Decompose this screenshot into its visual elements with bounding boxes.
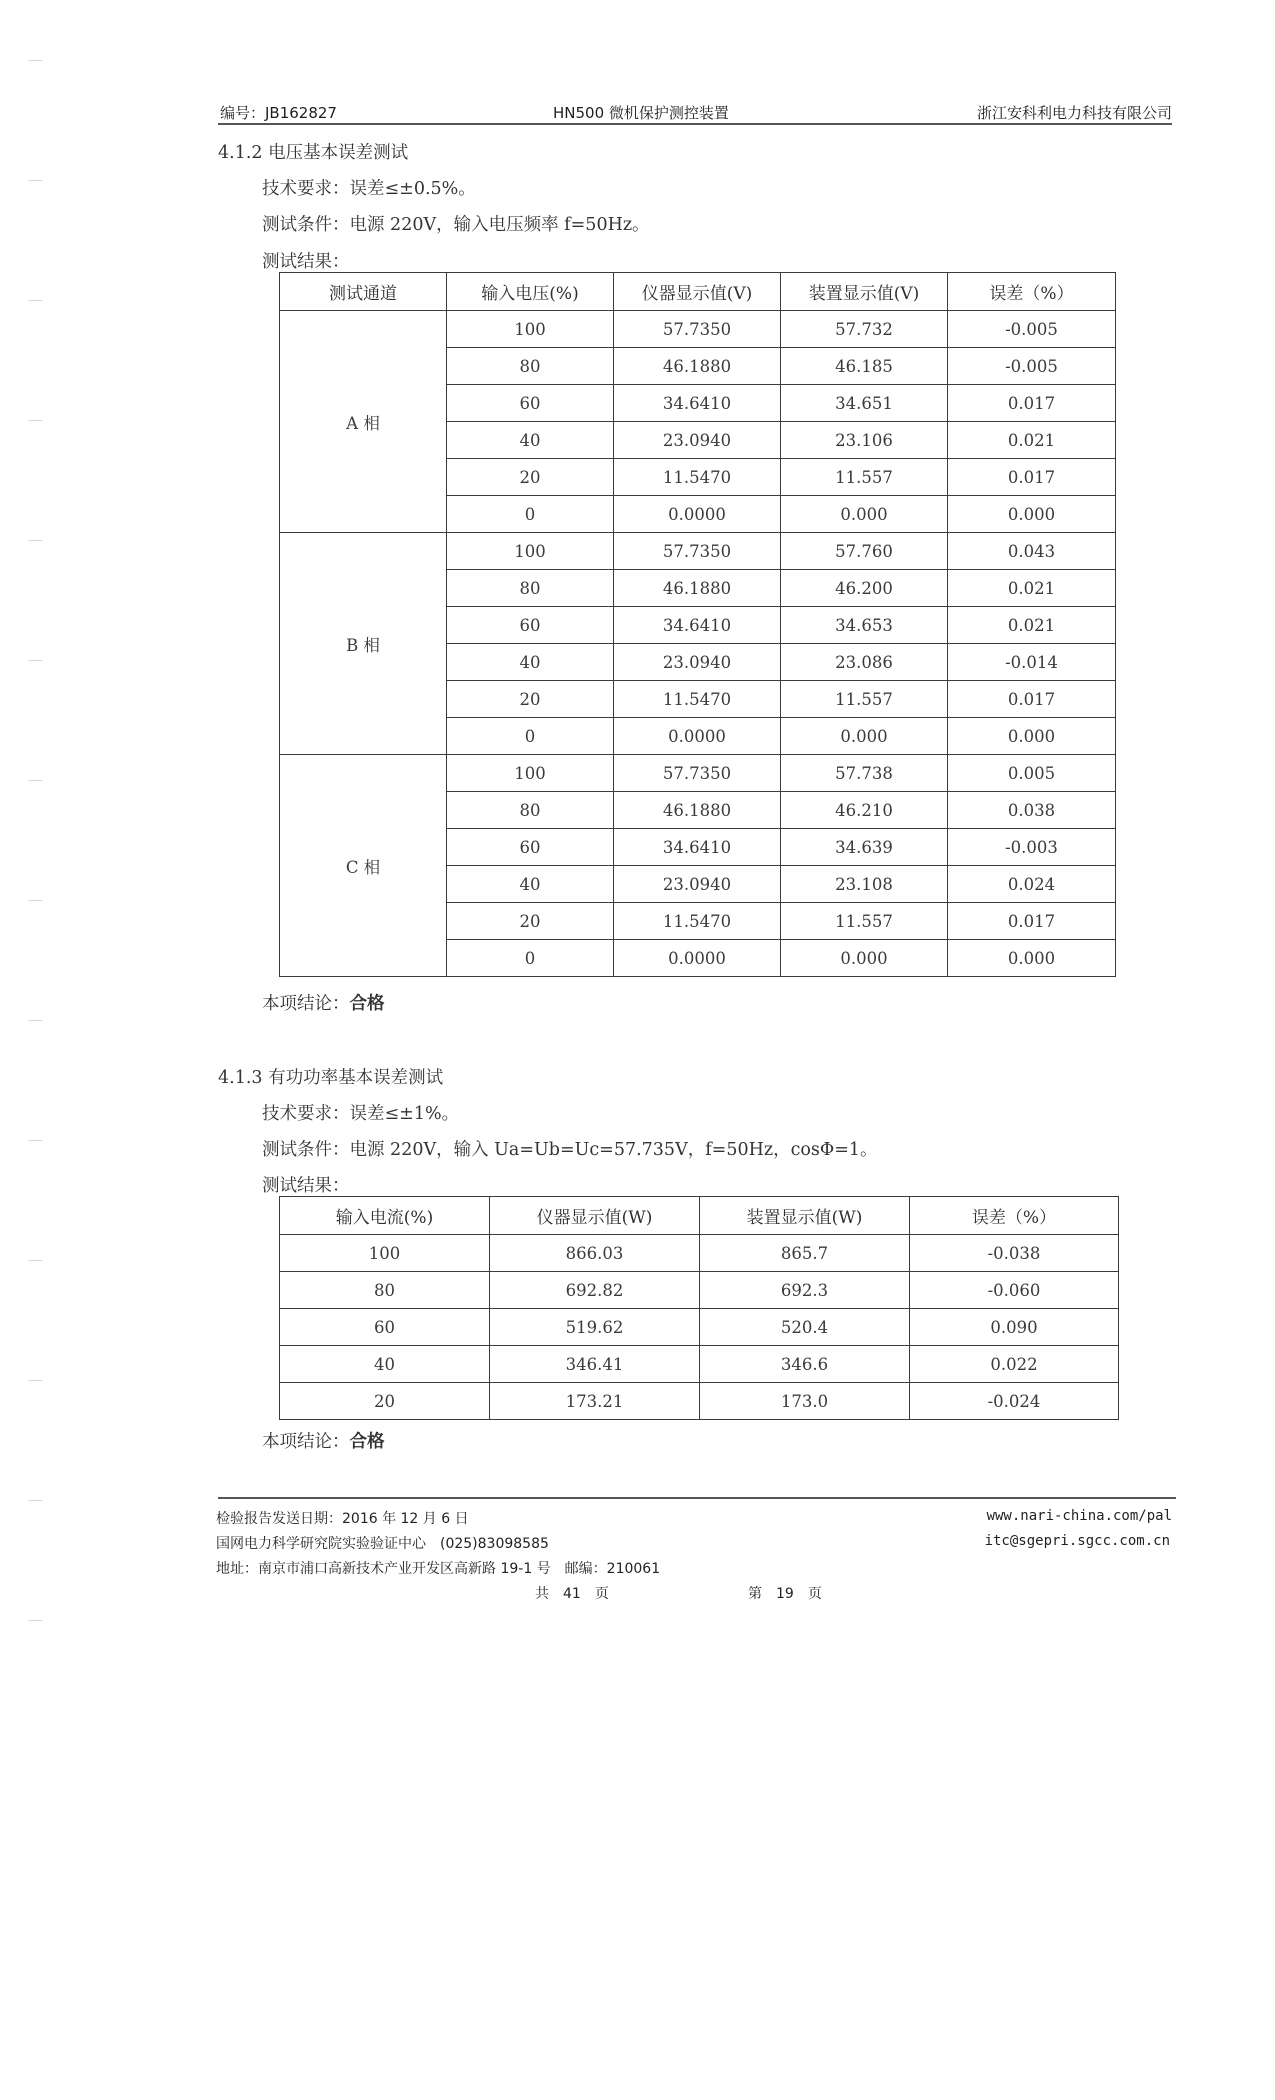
table-cell: 0.017: [948, 459, 1116, 496]
table-cell: 0.021: [948, 607, 1116, 644]
table-cell: 46.185: [781, 348, 948, 385]
channel-cell: C 相: [280, 755, 447, 977]
table-cell: 346.6: [700, 1346, 910, 1383]
table-cell: 100: [447, 533, 614, 570]
column-header: 仪器显示值(W): [490, 1197, 700, 1235]
table-cell: 34.6410: [614, 385, 781, 422]
table-cell: 60: [447, 385, 614, 422]
website-link[interactable]: www.nari-china.com/pal: [986, 1508, 1172, 1524]
conclusion-label: 本项结论：: [262, 1432, 350, 1452]
test-result-label: 测试结果：: [262, 1176, 350, 1196]
table-row: [280, 1309, 1119, 1346]
table-cell: -0.014: [948, 644, 1116, 681]
section-title: 4.1.2 电压基本误差测试: [218, 143, 409, 163]
table-cell: 692.3: [700, 1272, 910, 1309]
table-cell: 80: [447, 348, 614, 385]
column-header: 误差（%）: [948, 273, 1116, 311]
test-condition: 测试条件：电源 220V，输入电压频率 f=50Hz。: [262, 215, 650, 235]
table-cell: 60: [280, 1309, 490, 1346]
table-cell: 0.005: [948, 755, 1116, 792]
table-cell: 23.0940: [614, 644, 781, 681]
table-cell: 20: [280, 1383, 490, 1420]
table-cell: 0.0000: [614, 496, 781, 533]
table-cell: 46.1880: [614, 348, 781, 385]
table-cell: 57.7350: [614, 533, 781, 570]
column-header: 装置显示值(W): [700, 1197, 910, 1235]
table-cell: 692.82: [490, 1272, 700, 1309]
table-cell: 0: [447, 940, 614, 977]
table-cell: 0.017: [948, 385, 1116, 422]
section-title: 4.1.3 有功功率基本误差测试: [218, 1068, 444, 1088]
table-cell: 11.5470: [614, 681, 781, 718]
table-cell: 0.090: [910, 1309, 1119, 1346]
footer-rule: [218, 1497, 1176, 1499]
table-cell: -0.038: [910, 1235, 1119, 1272]
table-cell: 520.4: [700, 1309, 910, 1346]
test-result-label: 测试结果：: [262, 252, 350, 272]
table-cell: 80: [447, 570, 614, 607]
table-row: [280, 1346, 1119, 1383]
table-cell: 0.000: [781, 940, 948, 977]
table-cell: 34.653: [781, 607, 948, 644]
company-name: 浙江安科利电力科技有限公司: [976, 104, 1172, 122]
tech-requirement: 技术要求：误差≤±0.5%。: [262, 179, 476, 199]
report-send-date: 检验报告发送日期：2016 年 12 月 6 日: [216, 1511, 469, 1527]
column-header: 误差（%）: [910, 1197, 1119, 1235]
table-cell: 100: [447, 311, 614, 348]
table-cell: 0.017: [948, 681, 1116, 718]
table-cell: 0.000: [781, 718, 948, 755]
table-cell: 40: [447, 644, 614, 681]
table-cell: 0.021: [948, 422, 1116, 459]
column-header: 输入电压(%): [447, 273, 614, 311]
table-cell: -0.060: [910, 1272, 1119, 1309]
conclusion-label: 本项结论：: [262, 994, 350, 1014]
institute-phone: 国网电力科学研究院实验验证中心 (025)83098585: [216, 1536, 549, 1552]
device-name: HN500 微机保护测控装置: [553, 104, 729, 122]
table-cell: 0.0000: [614, 940, 781, 977]
table-cell: 346.41: [490, 1346, 700, 1383]
table-cell: 0.022: [910, 1346, 1119, 1383]
table-cell: 11.5470: [614, 903, 781, 940]
table-cell: 173.21: [490, 1383, 700, 1420]
table-cell: 11.557: [781, 903, 948, 940]
table-cell: 40: [280, 1346, 490, 1383]
table-header-row: [280, 273, 1116, 311]
column-header: 装置显示值(V): [781, 273, 948, 311]
table-cell: 0.017: [948, 903, 1116, 940]
table-row: [280, 1235, 1119, 1272]
table-cell: 0.043: [948, 533, 1116, 570]
table-cell: 519.62: [490, 1309, 700, 1346]
table-cell: 60: [447, 829, 614, 866]
conclusion-value: 合格: [349, 1432, 385, 1452]
table-cell: 23.0940: [614, 866, 781, 903]
column-header: 仪器显示值(V): [614, 273, 781, 311]
table-cell: 46.210: [781, 792, 948, 829]
table-cell: 0: [447, 718, 614, 755]
table-cell: 46.1880: [614, 570, 781, 607]
email-link[interactable]: itc@sgepri.sgcc.com.cn: [984, 1533, 1170, 1549]
table-cell: 57.7350: [614, 755, 781, 792]
table-cell: 0.024: [948, 866, 1116, 903]
table-cell: 34.639: [781, 829, 948, 866]
conclusion-value: 合格: [349, 994, 385, 1014]
test-condition: 测试条件：电源 220V，输入 Ua=Ub=Uc=57.735V，f=50Hz，cosΦ=1。: [262, 1140, 878, 1160]
column-header: 测试通道: [280, 273, 447, 311]
table-cell: 80: [280, 1272, 490, 1309]
table-cell: -0.005: [948, 311, 1116, 348]
table-cell: 23.108: [781, 866, 948, 903]
table-cell: 100: [447, 755, 614, 792]
column-header: 输入电流(%): [280, 1197, 490, 1235]
table-cell: 23.086: [781, 644, 948, 681]
table-cell: 0.000: [948, 496, 1116, 533]
table-cell: 57.7350: [614, 311, 781, 348]
table-cell: 57.760: [781, 533, 948, 570]
table-cell: 40: [447, 422, 614, 459]
table-row: [280, 1383, 1119, 1420]
table-cell: -0.003: [948, 829, 1116, 866]
table-cell: 57.732: [781, 311, 948, 348]
address: 地址：南京市浦口高新技术产业开发区高新路 19-1 号 邮编：210061: [216, 1561, 661, 1577]
conclusion: [262, 1428, 385, 1453]
table-cell: -0.024: [910, 1383, 1119, 1420]
table-cell: 23.106: [781, 422, 948, 459]
voltage-error-table: [279, 272, 1116, 977]
report-number: 编号：JB162827: [220, 104, 337, 122]
table-cell: 11.557: [781, 681, 948, 718]
channel-cell: B 相: [280, 533, 447, 755]
table-cell: 0.021: [948, 570, 1116, 607]
table-cell: 0.000: [948, 940, 1116, 977]
table-cell: 11.5470: [614, 459, 781, 496]
page-total: 共 41 页: [535, 1586, 609, 1602]
table-cell: 865.7: [700, 1235, 910, 1272]
table-cell: 20: [447, 903, 614, 940]
table-cell: 34.651: [781, 385, 948, 422]
table-cell: 0: [447, 496, 614, 533]
table-cell: 866.03: [490, 1235, 700, 1272]
table-cell: 34.6410: [614, 607, 781, 644]
table-cell: 23.0940: [614, 422, 781, 459]
header-rule: [218, 123, 1172, 125]
table-cell: 60: [447, 607, 614, 644]
table-cell: 20: [447, 681, 614, 718]
table-cell: 0.038: [948, 792, 1116, 829]
table-cell: 100: [280, 1235, 490, 1272]
table-cell: 34.6410: [614, 829, 781, 866]
table-header-row: [280, 1197, 1119, 1235]
table-cell: 0.000: [948, 718, 1116, 755]
table-cell: 57.738: [781, 755, 948, 792]
table-cell: 173.0: [700, 1383, 910, 1420]
table-cell: 0.000: [781, 496, 948, 533]
table-cell: -0.005: [948, 348, 1116, 385]
table-cell: 46.1880: [614, 792, 781, 829]
table-row: [280, 311, 1116, 348]
table-row: [280, 533, 1116, 570]
conclusion: [262, 990, 385, 1015]
table-row: [280, 1272, 1119, 1309]
table-cell: 11.557: [781, 459, 948, 496]
table-cell: 20: [447, 459, 614, 496]
table-row: [280, 755, 1116, 792]
table-cell: 40: [447, 866, 614, 903]
table-cell: 0.0000: [614, 718, 781, 755]
power-error-table: [279, 1196, 1119, 1420]
table-cell: 80: [447, 792, 614, 829]
channel-cell: A 相: [280, 311, 447, 533]
table-cell: 46.200: [781, 570, 948, 607]
tech-requirement: 技术要求：误差≤±1%。: [262, 1104, 460, 1124]
page-current: 第 19 页: [748, 1586, 822, 1602]
